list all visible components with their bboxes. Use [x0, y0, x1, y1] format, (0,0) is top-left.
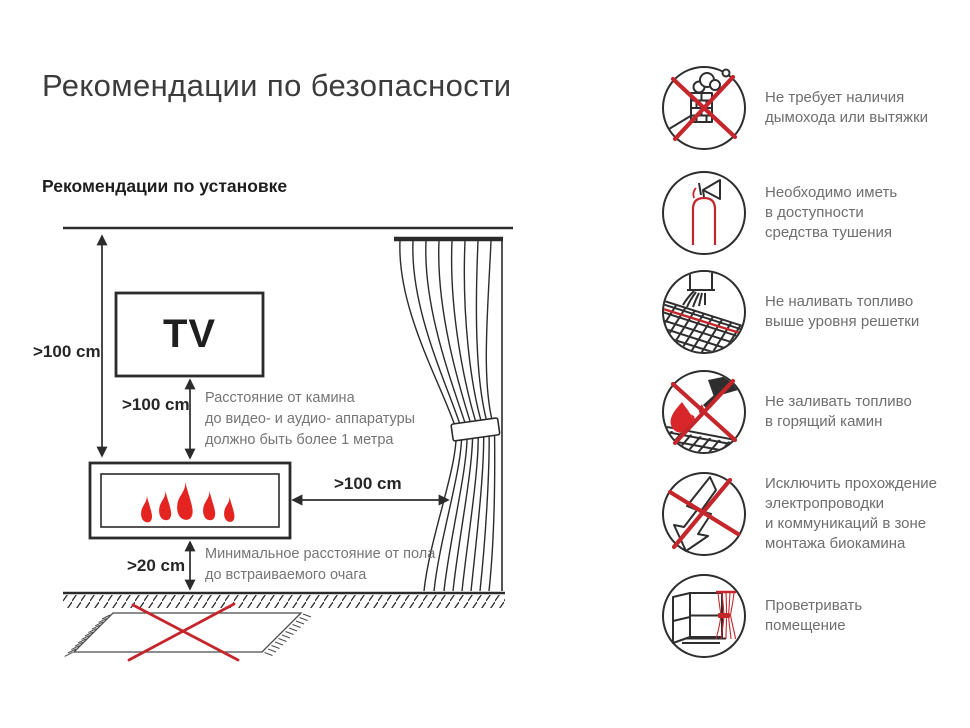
tv-label: TV	[162, 312, 217, 356]
safety-item-no-wiring	[660, 470, 937, 558]
safety-item-no-refill	[660, 368, 912, 456]
fireplace-flames	[141, 481, 234, 522]
safety-item-text: Проветривать помещение	[765, 597, 863, 634]
tv-distance-label: >100 cm	[122, 395, 190, 414]
safety-item-extinguisher	[660, 169, 897, 257]
fire-extinguisher-icon	[660, 169, 748, 257]
no-chimney-icon	[660, 64, 748, 152]
floor-distance-note: Минимальное расстояние от пола до встраиваемого очага	[205, 546, 436, 583]
floor-hatching	[63, 595, 505, 608]
tv-distance-note: Расстояние от камина до видео- и аудио- аппаратуры должно быть более 1 метра	[205, 390, 416, 448]
safety-item-text: Исключить прохождение электропроводки и коммуникаций в зоне монтажа биокамина	[765, 475, 938, 552]
safety-item-fuel-level	[660, 268, 919, 356]
floor-distance-label: >20 cm	[127, 556, 186, 575]
no-refill-burning-icon	[660, 368, 748, 456]
section-subtitle: Рекомендации по установке	[42, 176, 288, 196]
page-title: Рекомендации по безопасности	[42, 68, 512, 103]
fuel-level-icon	[660, 268, 748, 356]
curtain-distance-label: >100 cm	[334, 474, 402, 493]
crossed-out-carpet	[65, 604, 311, 660]
safety-item-ventilate	[660, 572, 862, 660]
ventilate-room-icon	[660, 572, 748, 660]
safety-item-text: Не требует наличия дымохода или вытяжки	[765, 89, 929, 126]
safety-item-text: Не заливать топливо в горящий камин	[765, 393, 912, 430]
safety-item-no-chimney	[660, 64, 928, 152]
safety-item-text: Необходимо иметь в доступности средства тушения	[765, 184, 898, 241]
no-electric-wiring-icon	[660, 470, 748, 558]
ceiling-distance-label: >100 cm	[33, 342, 101, 361]
safety-item-text: Не наливать топливо выше уровня решетки	[765, 293, 920, 330]
